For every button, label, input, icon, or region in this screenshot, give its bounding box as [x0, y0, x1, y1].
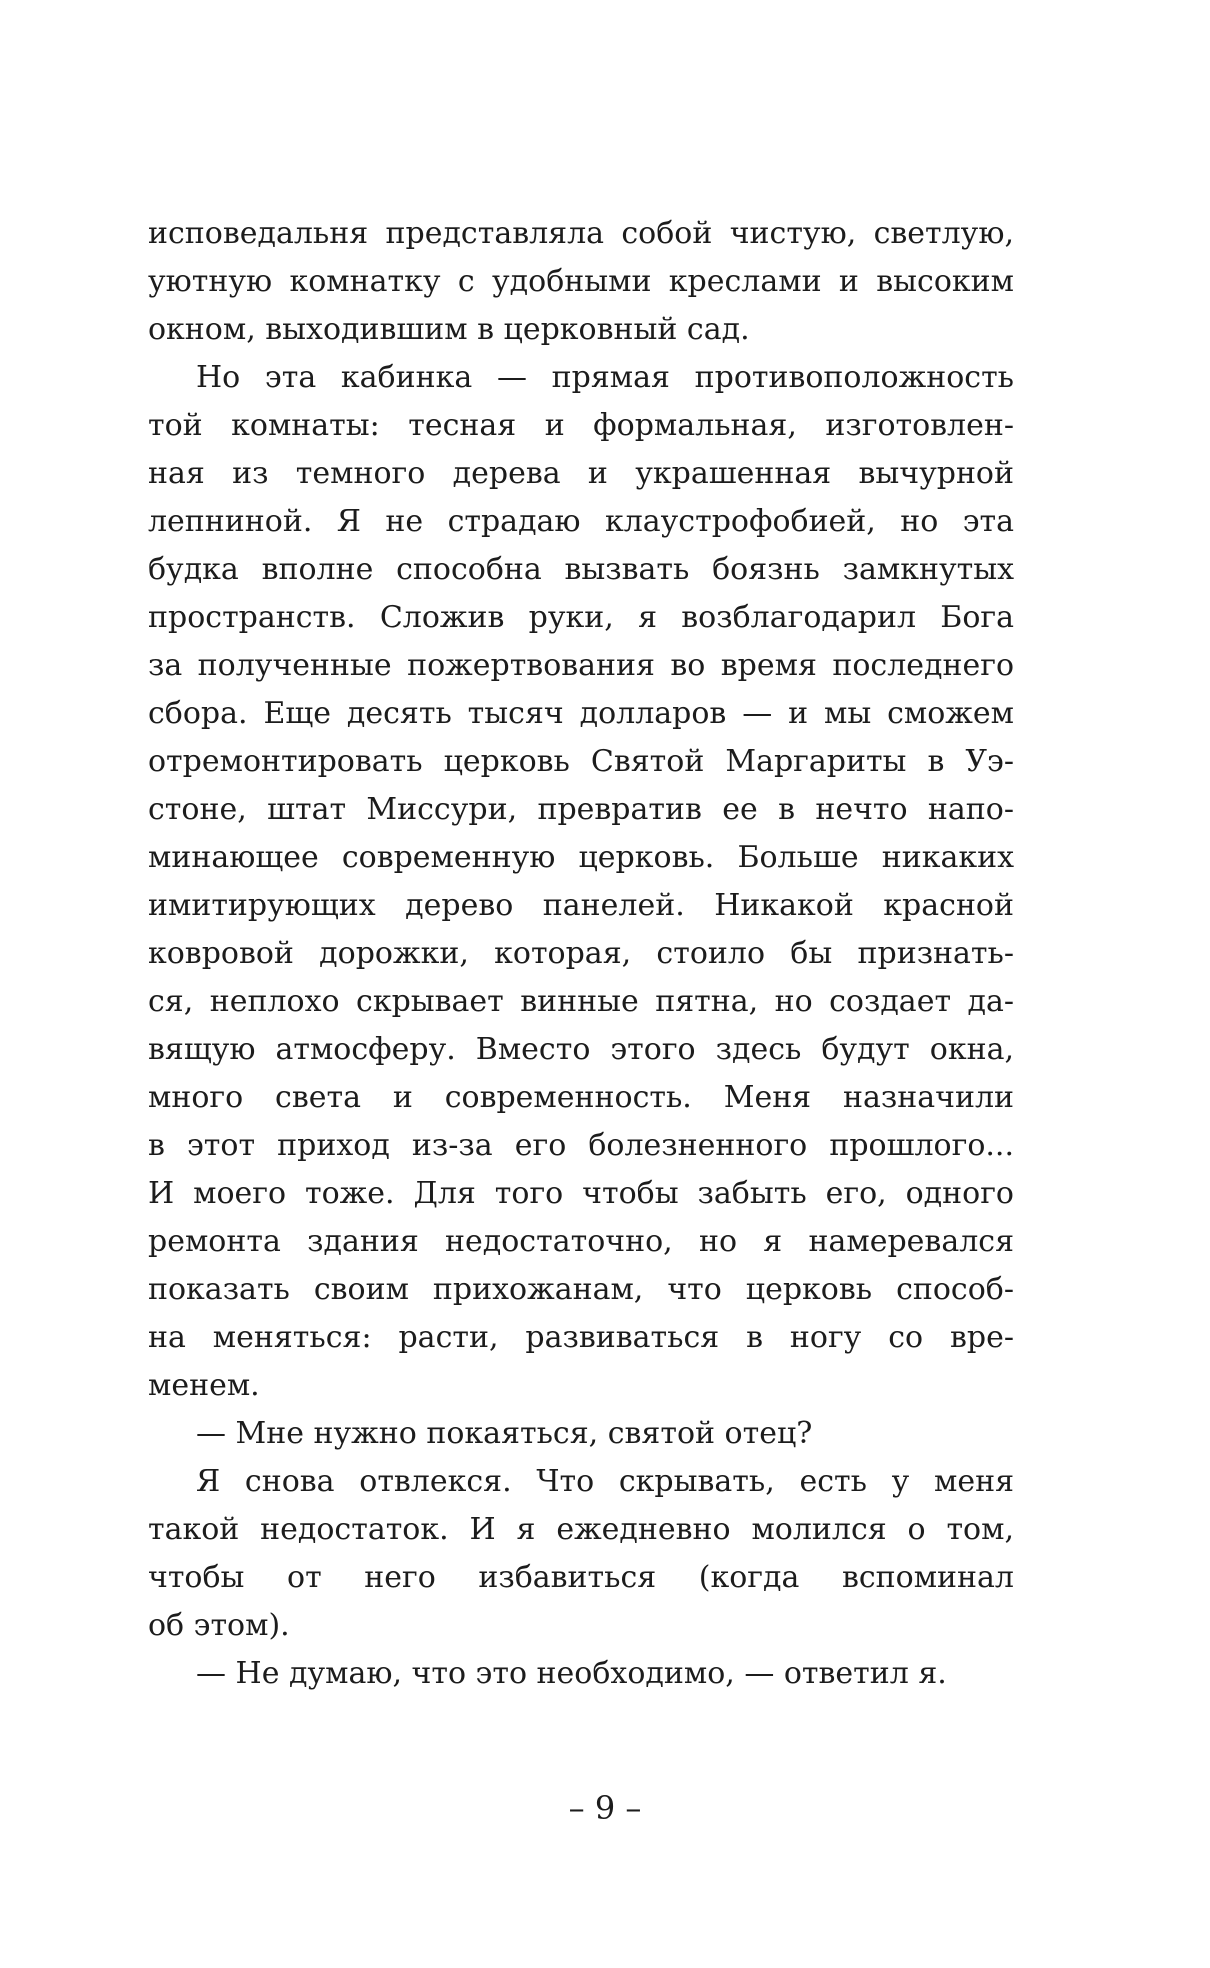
- text-line: за полученные пожертвования во время последнего: [148, 648, 1014, 683]
- text-line: чтобы от него избавиться (когда вспоминал: [148, 1560, 1014, 1595]
- text-line: той комнаты: тесная и формальная, изготовлен-: [148, 408, 1014, 443]
- text-line: в этот приход из-за его болезненного прошлого...: [148, 1128, 1014, 1163]
- text-line: лепниной. Я не страдаю клаустрофобией, но эта: [148, 504, 1014, 539]
- text-line: И моего тоже. Для того чтобы забыть его, одного: [148, 1176, 1014, 1211]
- text-line: пространств. Сложив руки, я возблагодарил Бога: [148, 600, 1014, 635]
- text-line: стоне, штат Миссури, превратив ее в нечто напо-: [148, 792, 1014, 827]
- text-line: имитирующих дерево панелей. Никакой красной: [148, 888, 1014, 923]
- text-line: Но эта кабинка — прямая противоположность: [196, 360, 1014, 395]
- body-text: [148, 210, 1014, 1698]
- text-line: минающее современную церковь. Больше никаких: [148, 840, 1014, 875]
- text-line: об этом).: [148, 1608, 290, 1643]
- text-line: будка вполне способна вызвать боязнь замкнутых: [148, 552, 1014, 587]
- text-line: ся, неплохо скрывает винные пятна, но создает да-: [148, 984, 1014, 1019]
- text-line: сбора. Еще десять тысяч долларов — и мы сможем: [148, 696, 1014, 731]
- text-line: уютную комнатку с удобными креслами и высоким: [148, 264, 1014, 299]
- text-line: менем.: [148, 1368, 260, 1403]
- text-line: вящую атмосферу. Вместо этого здесь будут окна,: [148, 1032, 1014, 1067]
- text-line: ная из темного дерева и украшенная вычурной: [148, 456, 1014, 491]
- text-line: ремонта здания недостаточно, но я намеревался: [148, 1224, 1014, 1259]
- page-number: – 9 –: [568, 1789, 642, 1827]
- text-line: окном, выходившим в церковный сад.: [148, 312, 750, 347]
- text-line: исповедальня представляла собой чистую, светлую,: [148, 216, 1014, 251]
- text-line: отремонтировать церковь Святой Маргариты в Уэ-: [148, 744, 1014, 779]
- dialogue-line: — Мне нужно покаяться, святой отец?: [196, 1416, 813, 1451]
- text-line: такой недостаток. И я ежедневно молился о том,: [148, 1512, 1014, 1547]
- text-line: Я снова отвлекся. Что скрывать, есть у меня: [196, 1464, 1014, 1499]
- text-line: ковровой дорожки, которая, стоило бы признать-: [148, 936, 1014, 971]
- dialogue-line: — Не думаю, что это необходимо, — ответил я.: [196, 1656, 947, 1691]
- text-line: показать своим прихожанам, что церковь способ-: [148, 1272, 1014, 1307]
- text-line: много света и современность. Меня назначили: [148, 1080, 1014, 1115]
- text-line: на меняться: расти, развиваться в ногу со вре-: [148, 1320, 1014, 1355]
